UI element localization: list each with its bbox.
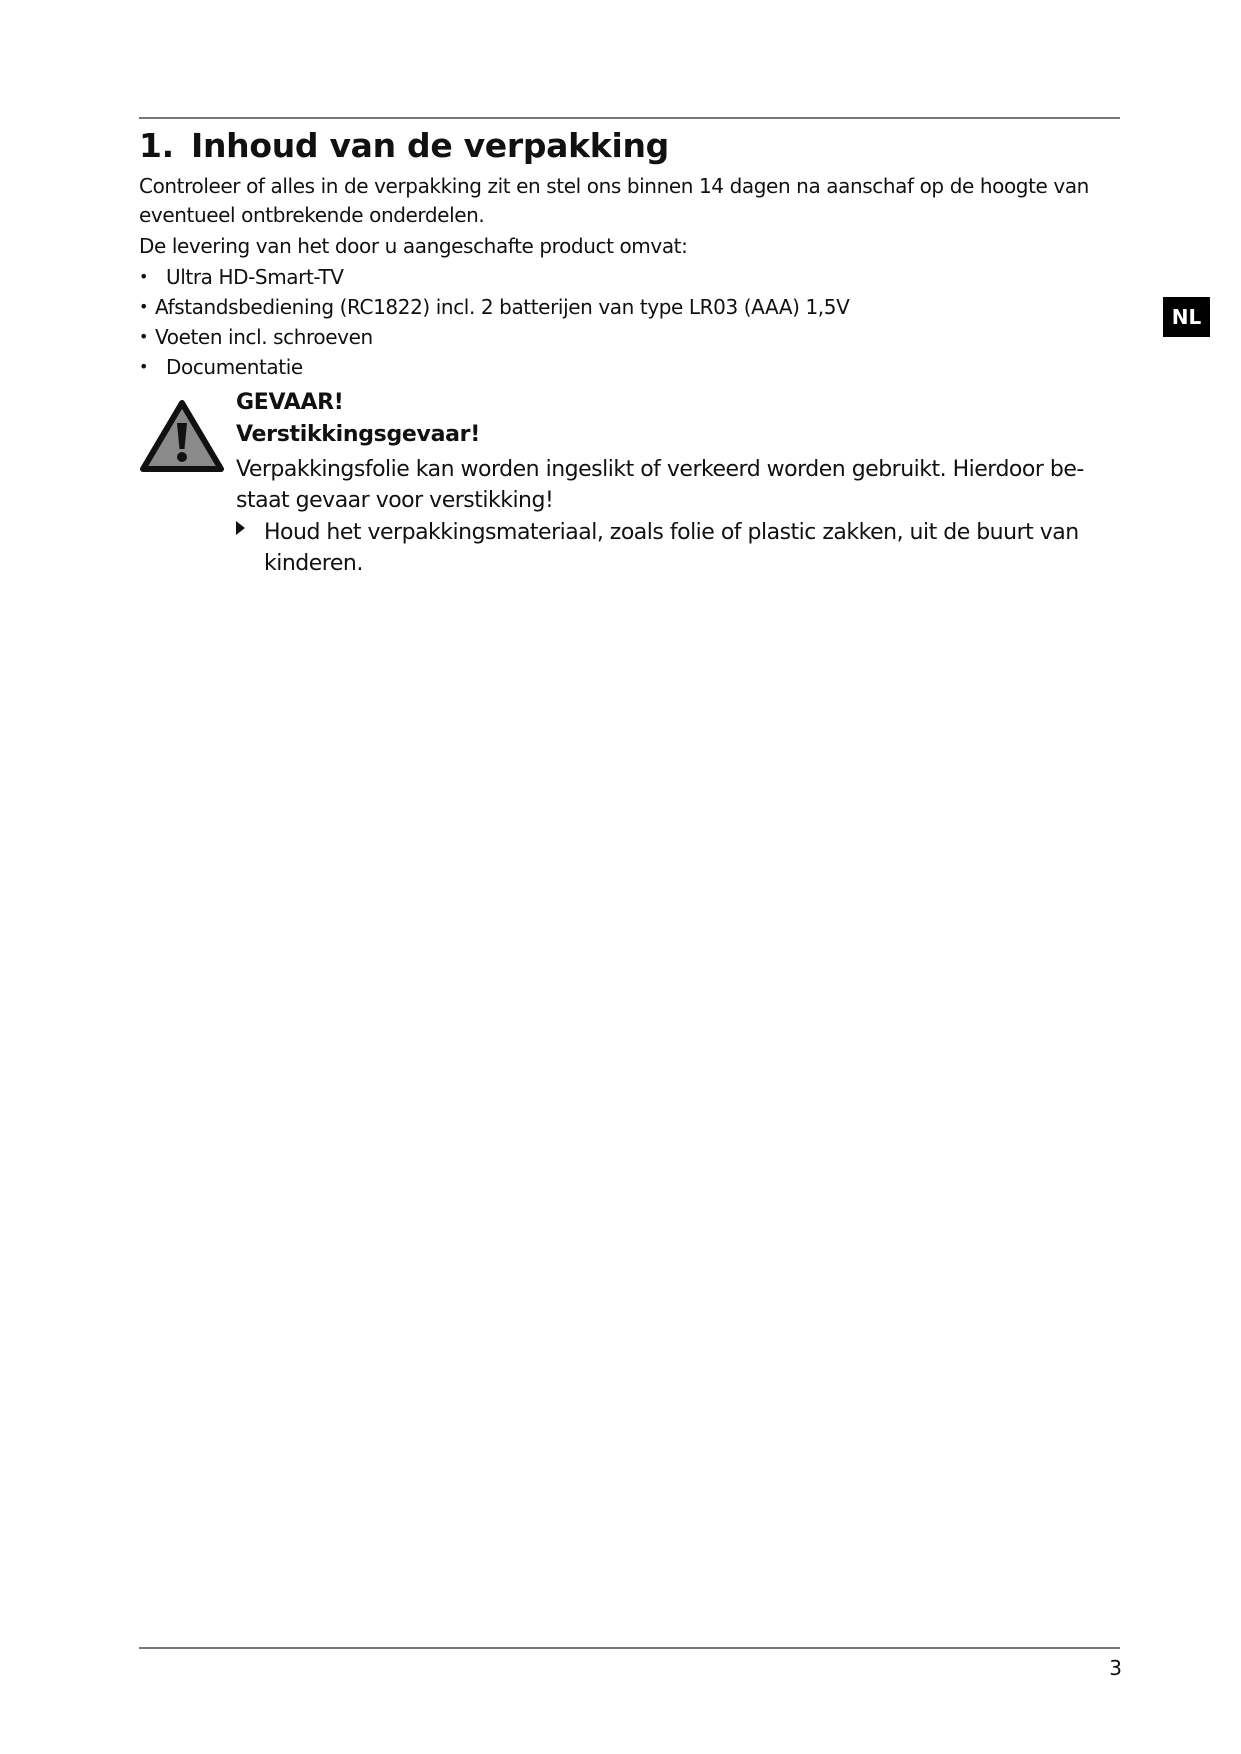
delivery-intro: De levering van het door u aangeschafte product omvat: bbox=[139, 234, 688, 258]
intro-paragraph: Controleer of alles in de verpakking zit en stel ons binnen 14 dagen na aanschaf op de hoogte van eventueel ontbrekende onderdelen. bbox=[139, 174, 1089, 227]
language-tab: NL bbox=[1163, 297, 1210, 337]
warning-title: GEVAAR! bbox=[236, 390, 344, 415]
bullet-icon: • bbox=[139, 327, 149, 346]
warning-action-text: Houd het verpakkingsmateriaal, zoals folie of plastic zakken, uit de buurt van kinderen. bbox=[264, 520, 1079, 576]
list-item: • Documentatie bbox=[139, 352, 849, 382]
section-number: 1. bbox=[139, 126, 174, 165]
section-title: Inhoud van de verpakking bbox=[191, 126, 669, 165]
page-number: 3 bbox=[1109, 1656, 1122, 1680]
bullet-icon: • bbox=[139, 297, 149, 316]
list-item: • Afstandsbediening (RC1822) incl. 2 batterijen van type LR03 (AAA) 1,5V bbox=[139, 292, 849, 322]
list-item: • Voeten incl. schroeven bbox=[139, 322, 849, 352]
warning-action bbox=[236, 517, 1126, 579]
arrow-right-icon bbox=[236, 521, 245, 535]
bullet-icon: • bbox=[139, 267, 149, 286]
package-contents-list bbox=[139, 262, 849, 382]
bottom-rule bbox=[139, 1647, 1120, 1649]
warning-triangle-icon bbox=[139, 399, 225, 475]
top-rule bbox=[139, 117, 1120, 119]
warning-subtitle: Verstikkingsgevaar! bbox=[236, 422, 480, 447]
bullet-icon: • bbox=[139, 357, 149, 376]
section-heading bbox=[139, 124, 669, 168]
list-item: • Ultra HD-Smart-TV bbox=[139, 262, 849, 292]
warning-text: Verpakkingsfolie kan worden ingeslikt of verkeerd worden gebruikt. Hierdoor be- staat gevaar voor verstikking! bbox=[236, 457, 1084, 513]
